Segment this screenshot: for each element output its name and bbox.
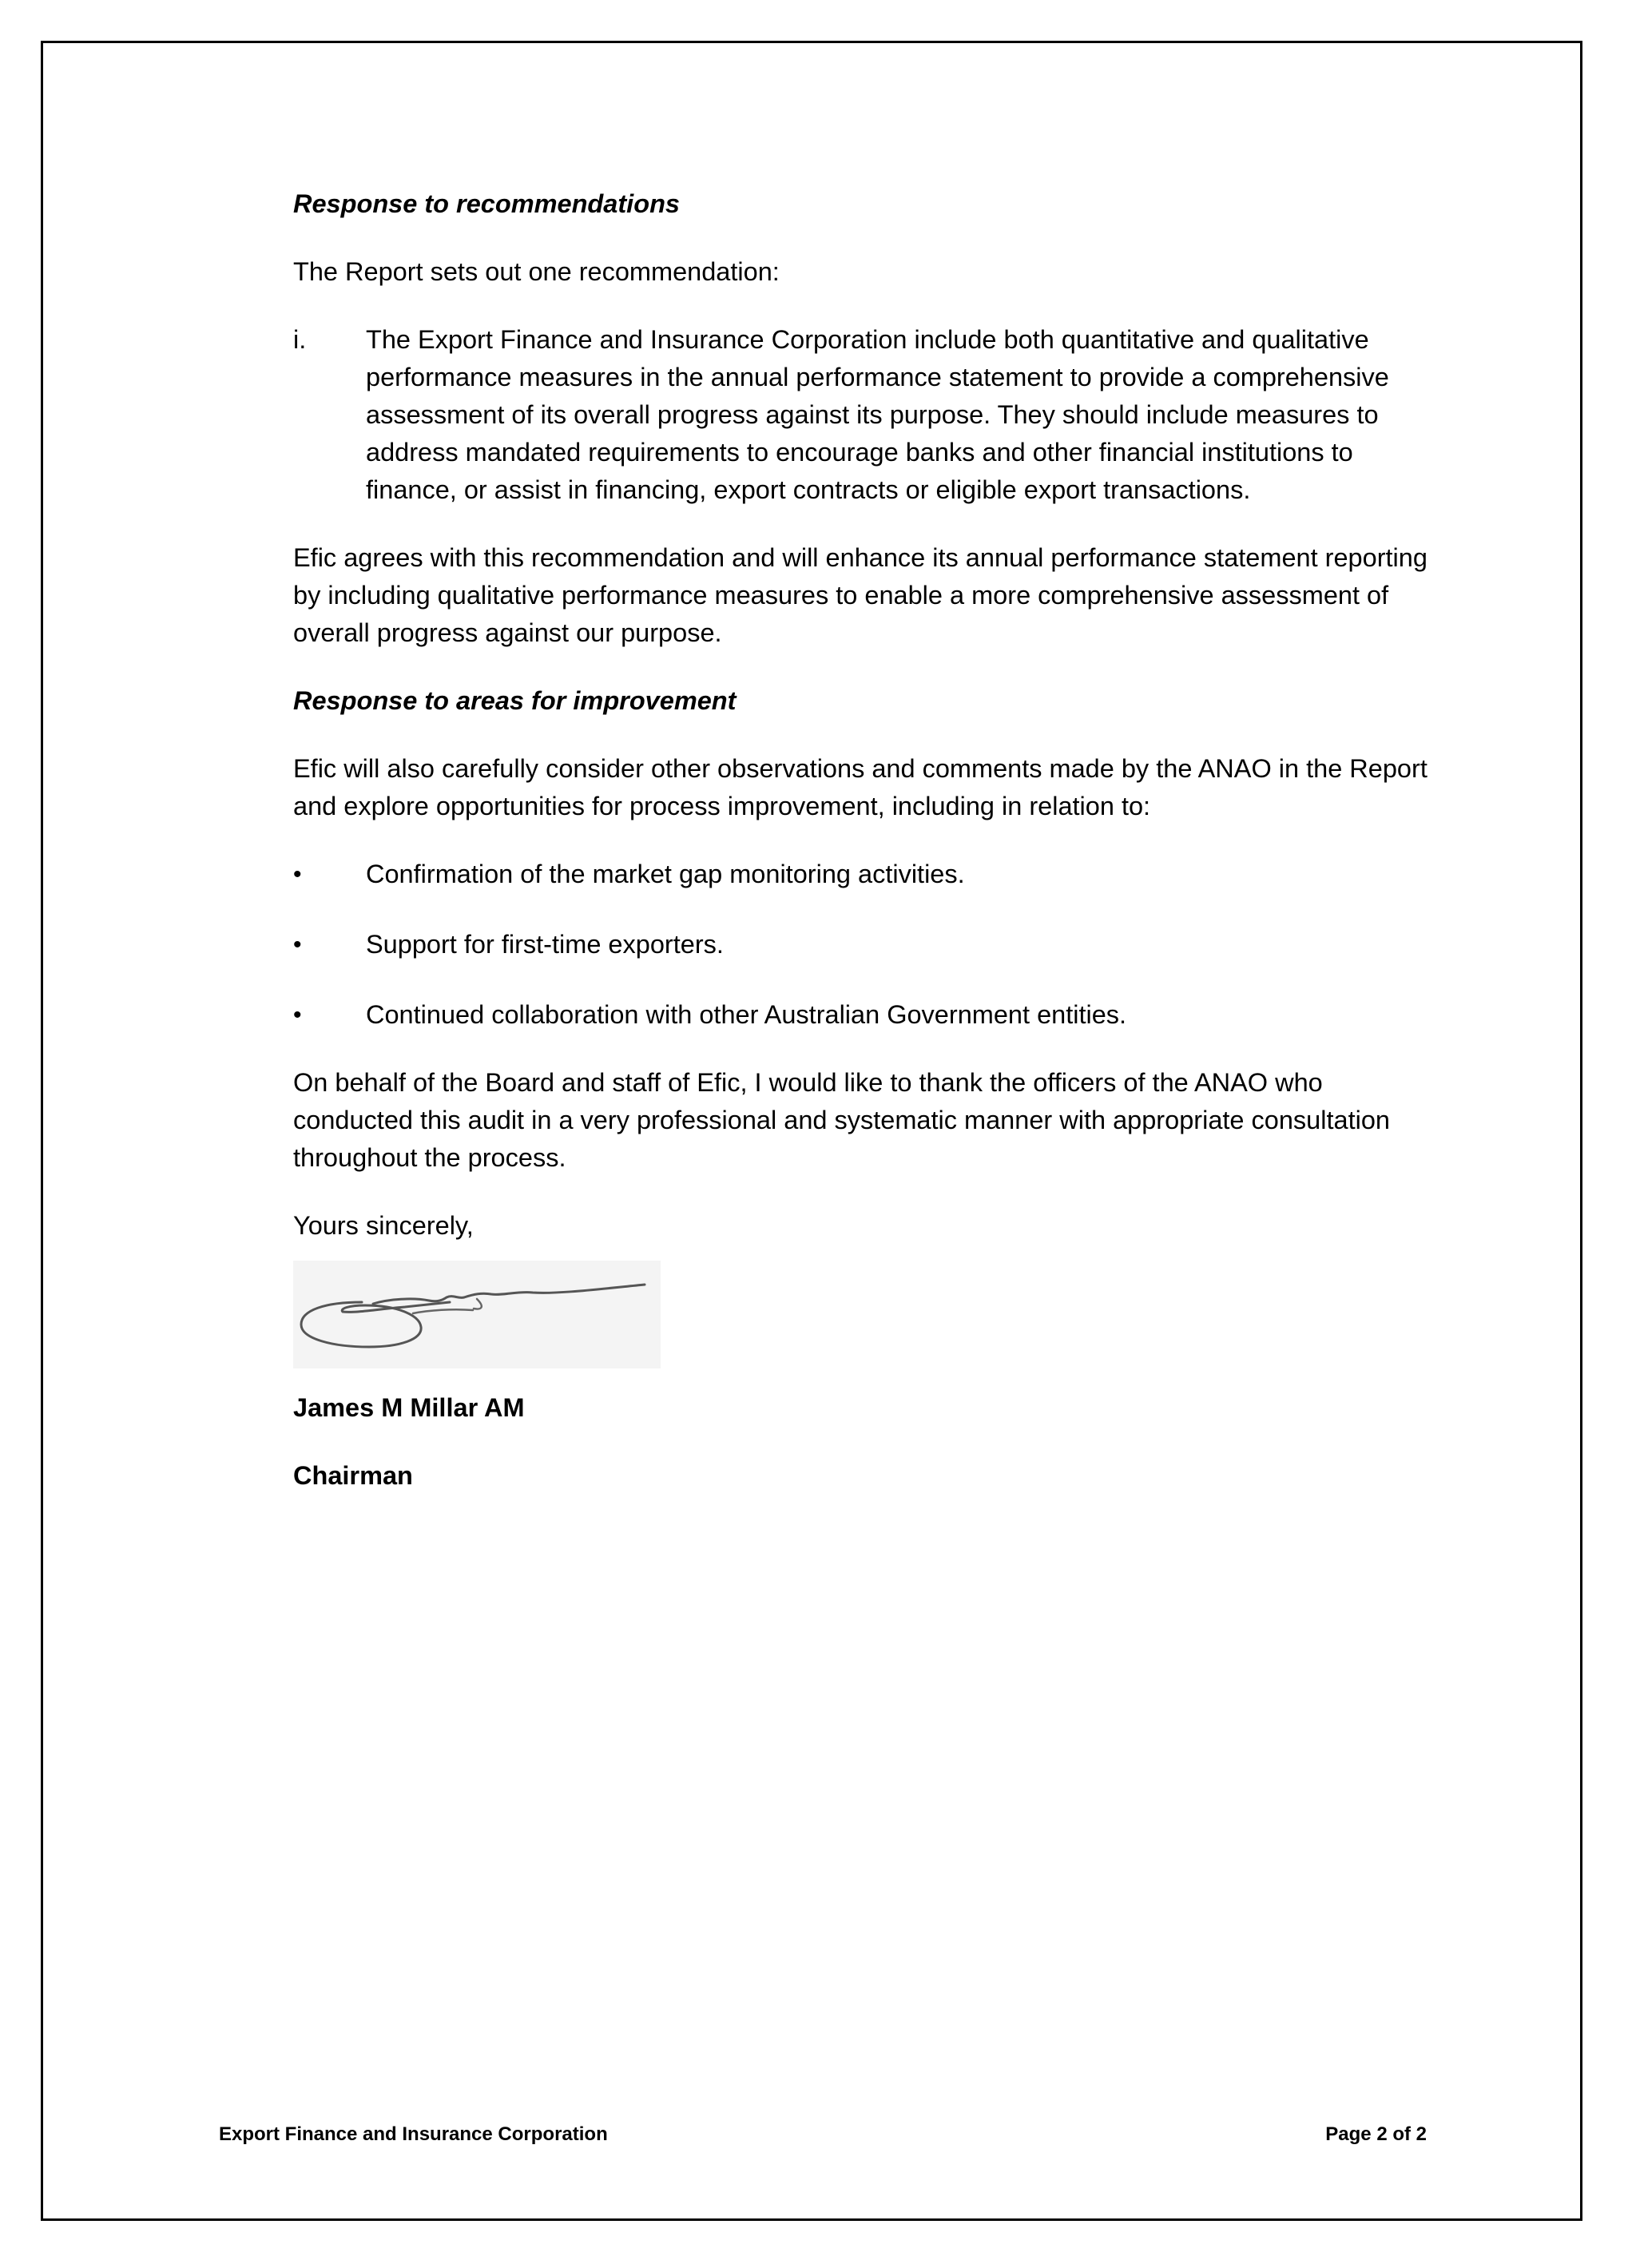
list-item xyxy=(293,996,1443,1034)
recommendation-item xyxy=(293,321,1443,509)
list-item xyxy=(293,856,1443,893)
recommendation-marker: i. xyxy=(293,325,307,354)
page-number: Page 2 of 2 xyxy=(1325,2123,1427,2145)
improvement-intro: Efic will also carefully consider other observations and comments made by the ANAO in the Report and explore opportunities for process improvement, including in relation to: xyxy=(293,754,1427,820)
bullet-text: Support for first-time exporters. xyxy=(366,930,724,959)
bullet-icon: • xyxy=(293,931,302,958)
signer-name: James M Millar AM xyxy=(293,1393,525,1422)
improvement-bullet-list xyxy=(293,856,1443,1034)
agreement-paragraph: Efic agrees with this recommendation and will enhance its annual performance statement reporting by including qualitative performance measures to enable a more comprehensive assessment of overall progress against our purpose. xyxy=(293,543,1427,647)
bullet-icon: • xyxy=(293,861,302,888)
bullet-text: Continued collaboration with other Australian Government entities. xyxy=(366,1000,1127,1029)
recommendations-intro: The Report sets out one recommendation: xyxy=(293,257,780,286)
bullet-text: Confirmation of the market gap monitoring activities. xyxy=(366,860,965,888)
recommendations-heading: Response to recommendations xyxy=(293,189,680,218)
page-footer xyxy=(219,2123,1427,2146)
salutation: Yours sincerely, xyxy=(293,1211,474,1240)
list-item xyxy=(293,926,1443,963)
letter-body xyxy=(293,185,1443,1525)
bullet-icon: • xyxy=(293,1002,302,1028)
signer-title: Chairman xyxy=(293,1461,413,1490)
footer-organization: Export Finance and Insurance Corporation xyxy=(219,2123,608,2145)
thanks-paragraph: On behalf of the Board and staff of Efic, I would like to thank the officers of the ANAO who conducted this audit in a very professional and systematic manner with appropriate consultation throughout the process. xyxy=(293,1068,1390,1172)
recommendation-text: The Export Finance and Insurance Corporation include both quantitative and qualitative performance measures in the annual performance statement to provide a comprehensive assessment of its overall progress against its purpose. They should include measures to address mandated requirements to encourage banks and other financial institutions to finance, or assist in financing, export contracts or eligible export transactions. xyxy=(366,325,1389,504)
handwritten-signature xyxy=(293,1261,661,1368)
improvement-heading: Response to areas for improvement xyxy=(293,686,737,715)
